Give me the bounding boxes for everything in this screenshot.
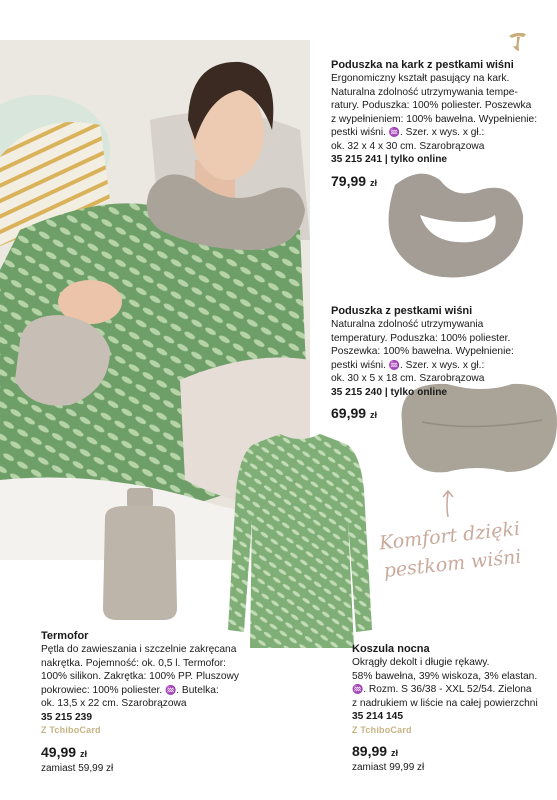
product-desc-line: ok. 13,5 x 22 cm. Szarobrązowa [41, 698, 187, 709]
product-desc-line: . Szer. x wys. x gł.: [399, 359, 485, 371]
product-desc-line: . Butelka: [176, 684, 219, 696]
product-desc-line: . Rozm. S 36/38 - XXL 52/54. Zielona [363, 684, 532, 695]
tchibo-logo-icon [506, 30, 528, 54]
product-desc-line: Pętla do zawieszania i szczelnie zakręcana [41, 644, 237, 655]
old-price: zamiast 99,99 zł [352, 762, 425, 773]
product-title: Termofor [41, 630, 89, 642]
product-title: Koszula nocna [352, 643, 430, 655]
product-title: Poduszka z pestkami wiśni [331, 305, 473, 317]
wash-tub-icon: ♒ [352, 684, 364, 694]
tchibocard-label: Z TchiboCard [41, 725, 101, 735]
product-price: 49,99 zł [41, 743, 87, 760]
product-desc-line: Naturalna zdolność utrzymywania tempe- [331, 86, 518, 98]
wash-tub-icon: ♒ [165, 684, 177, 695]
product-desc-line: temperatury. Poduszka: 100% poliester. [331, 332, 511, 344]
slogan-line: Komfort dzięki [378, 517, 522, 555]
product-desc-line: z wypełnieniem: 100% bawełna. Wypełnienie: [331, 113, 538, 125]
product-desc-line: pestki wiśni. [331, 359, 386, 371]
arrow-up-icon [440, 488, 456, 518]
product-desc-line: pestki wiśni. [331, 127, 386, 138]
product-code: 35 214 145 [352, 711, 403, 722]
product-desc-line: Poszewka: 100% bawełna. Wypełnienie: [331, 346, 514, 357]
product-nightgown [352, 642, 552, 775]
product-desc-line: Naturalna zdolność utrzymywania [331, 319, 484, 330]
wash-tub-icon: ♒ [388, 127, 400, 137]
product-desc-line: ratury. Poduszka: 100% poliester. Poszewka [331, 100, 532, 111]
product-price: 79,99 zł [331, 172, 377, 189]
product-desc-line: Okrągły dekolt i długie rękawy. [352, 657, 490, 668]
product-hot-water-bottle [41, 629, 241, 775]
wash-tub-icon: ♒ [388, 359, 400, 370]
product-desc-line: 58% bawełna, 39% wiskoza, 3% elastan. [352, 670, 538, 682]
product-code: 35 215 239 [41, 711, 92, 723]
product-cherry-pillow [331, 304, 516, 423]
product-desc-line: z nadrukiem w liście na całej powierzchni [352, 697, 538, 709]
product-code: 35 215 241 | tylko online [331, 154, 448, 165]
product-desc-line: ok. 30 x 5 x 18 cm. Szarobrązowa [331, 373, 485, 384]
product-desc-line: Ergonomiczny kształt pasujący na kark. [331, 73, 510, 84]
product-code: 35 215 240 | tylko online [331, 386, 448, 398]
product-title: Poduszka na kark z pestkami wiśni [331, 59, 514, 71]
product-neck-pillow [331, 58, 541, 191]
product-desc-line: 100% silikon. Zakrętka: 100% PP. Pluszowy [41, 671, 239, 682]
product-desc-line: nakrętka. Pojemność: ok. 0,5 l. Termofor: [41, 657, 226, 669]
product-price: 69,99 zł [331, 405, 377, 421]
tchibocard-label: Z TchiboCard [352, 724, 412, 735]
product-desc-line: . Szer. x wys. x gł.: [399, 127, 485, 138]
product-desc-line: pokrowiec: 100% poliester. [41, 684, 163, 696]
hot-water-bottle-image [95, 488, 185, 623]
slogan [373, 514, 528, 585]
nightgown-image [228, 430, 372, 652]
slogan-line: pestkom wiśni [382, 545, 523, 583]
old-price: zamiast 59,99 zł [41, 762, 114, 774]
product-desc-line: ok. 32 x 4 x 30 cm. Szarobrązowa [331, 140, 485, 152]
product-price: 89,99 zł [352, 743, 398, 759]
